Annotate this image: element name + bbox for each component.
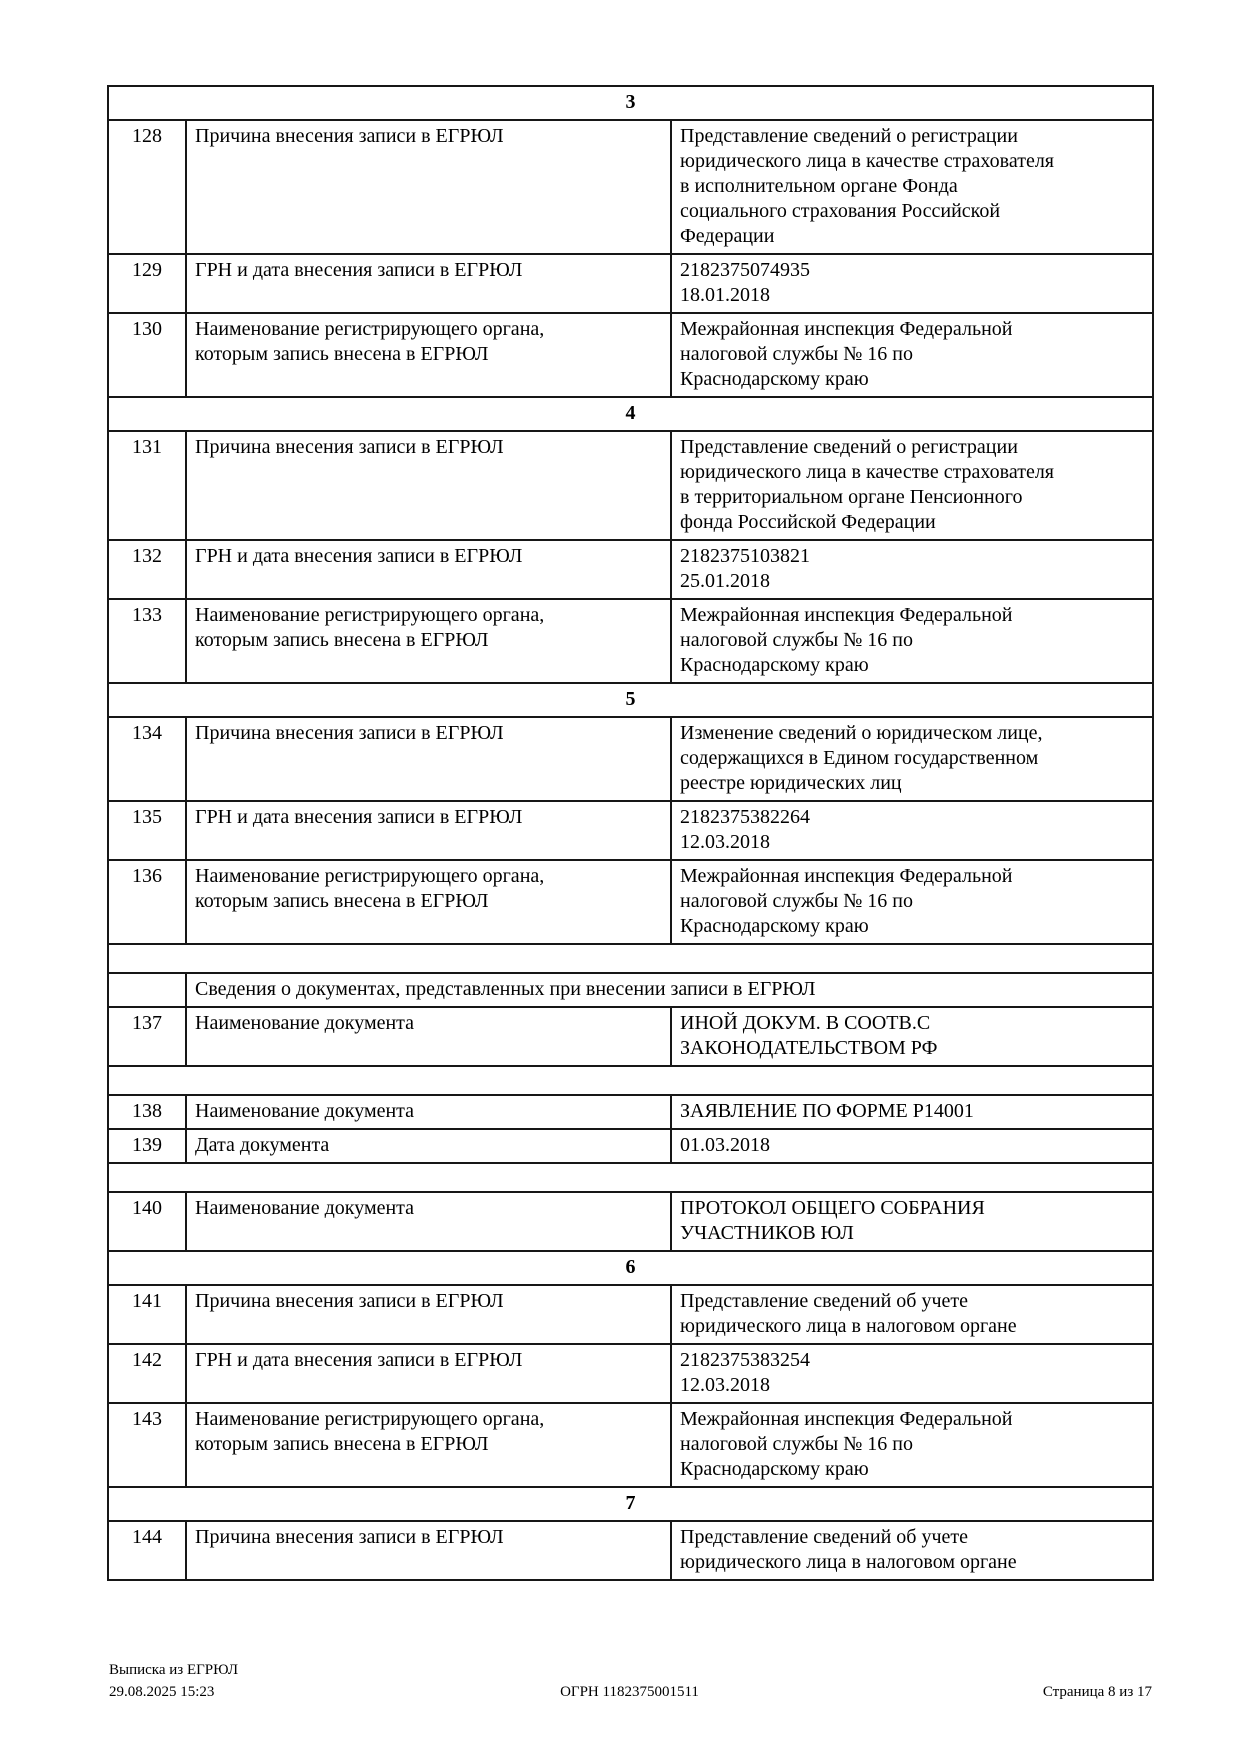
row-value: Представление сведений об учете юридического лица в налоговом органе — [671, 1285, 1153, 1344]
spacer-cell — [108, 1066, 1153, 1095]
table-row — [108, 1007, 1153, 1066]
row-value: Изменение сведений о юридическом лице, содержащихся в Едином государственном реестре юридических лиц — [671, 717, 1153, 801]
section-row — [108, 397, 1153, 431]
row-number: 128 — [108, 120, 186, 254]
row-value: ИНОЙ ДОКУМ. В СООТВ.С ЗАКОНОДАТЕЛЬСТВОМ РФ — [671, 1007, 1153, 1066]
row-number: 139 — [108, 1129, 186, 1163]
row-label: ГРН и дата внесения записи в ЕГРЮЛ — [186, 801, 671, 860]
table-row — [108, 717, 1153, 801]
row-number: 133 — [108, 599, 186, 683]
row-label: Наименование регистрирующего органа, которым запись внесена в ЕГРЮЛ — [186, 313, 671, 397]
egrul-records-table — [107, 85, 1154, 1581]
footer-page-number: Страница 8 из 17 — [1042, 1684, 1152, 1700]
table-row — [108, 1521, 1153, 1580]
row-number: 138 — [108, 1095, 186, 1129]
section-number: 4 — [108, 397, 1153, 431]
row-number: 144 — [108, 1521, 186, 1580]
row-number: 132 — [108, 540, 186, 599]
footer-left-block — [109, 1659, 238, 1703]
table-row — [108, 801, 1153, 860]
row-label: Дата документа — [186, 1129, 671, 1163]
row-label: Наименование документа — [186, 1007, 671, 1066]
row-value: Представление сведений об учете юридического лица в налоговом органе — [671, 1521, 1153, 1580]
row-number: 130 — [108, 313, 186, 397]
section-row — [108, 1251, 1153, 1285]
row-value: Представление сведений о регистрации юридического лица в качестве страхователя в территориальном органе Пенсионного фонда Российской Федерации — [671, 431, 1153, 540]
row-label: Наименование регистрирующего органа, которым запись внесена в ЕГРЮЛ — [186, 599, 671, 683]
row-number: 140 — [108, 1192, 186, 1251]
row-value: 2182375103821 25.01.2018 — [671, 540, 1153, 599]
documents-header-label: Сведения о документах, представленных при внесении записи в ЕГРЮЛ — [186, 973, 1153, 1007]
table-row — [108, 431, 1153, 540]
row-number — [108, 973, 186, 1007]
row-label: Причина внесения записи в ЕГРЮЛ — [186, 1521, 671, 1580]
table-row — [108, 1129, 1153, 1163]
table-row — [108, 1095, 1153, 1129]
row-number: 137 — [108, 1007, 186, 1066]
row-label: Причина внесения записи в ЕГРЮЛ — [186, 1285, 671, 1344]
row-value: Межрайонная инспекция Федеральной налоговой службы № 16 по Краснодарскому краю — [671, 313, 1153, 397]
spacer-cell — [108, 944, 1153, 973]
section-row — [108, 1487, 1153, 1521]
table-row — [108, 1403, 1153, 1487]
row-label: Причина внесения записи в ЕГРЮЛ — [186, 431, 671, 540]
table-row — [108, 313, 1153, 397]
row-number: 136 — [108, 860, 186, 944]
table-row — [108, 1344, 1153, 1403]
table-row — [108, 120, 1153, 254]
section-number: 5 — [108, 683, 1153, 717]
section-number: 6 — [108, 1251, 1153, 1285]
footer-datetime: 29.08.2025 15:23 — [109, 1684, 215, 1700]
row-label: ГРН и дата внесения записи в ЕГРЮЛ — [186, 540, 671, 599]
row-value: Межрайонная инспекция Федеральной налоговой службы № 16 по Краснодарскому краю — [671, 1403, 1153, 1487]
section-row — [108, 86, 1153, 120]
row-label: Наименование регистрирующего органа, которым запись внесена в ЕГРЮЛ — [186, 860, 671, 944]
row-number: 142 — [108, 1344, 186, 1403]
row-value: Межрайонная инспекция Федеральной налоговой службы № 16 по Краснодарскому краю — [671, 860, 1153, 944]
footer-doc-type: Выписка из ЕГРЮЛ — [109, 1662, 238, 1678]
table-row — [108, 254, 1153, 313]
spacer-row — [108, 1163, 1153, 1192]
row-label: Причина внесения записи в ЕГРЮЛ — [186, 717, 671, 801]
row-value: Представление сведений о регистрации юридического лица в качестве страхователя в исполнительном органе Фонда социального страхования Российской Федерации — [671, 120, 1153, 254]
row-label: Причина внесения записи в ЕГРЮЛ — [186, 120, 671, 254]
row-value: 2182375074935 18.01.2018 — [671, 254, 1153, 313]
table-row — [108, 599, 1153, 683]
row-number: 143 — [108, 1403, 186, 1487]
table-row — [108, 1192, 1153, 1251]
row-number: 131 — [108, 431, 186, 540]
section-number: 3 — [108, 86, 1153, 120]
spacer-row — [108, 944, 1153, 973]
row-number: 129 — [108, 254, 186, 313]
row-label: ГРН и дата внесения записи в ЕГРЮЛ — [186, 1344, 671, 1403]
row-value: 01.03.2018 — [671, 1129, 1153, 1163]
section-row — [108, 683, 1153, 717]
row-label: Наименование документа — [186, 1192, 671, 1251]
row-number: 141 — [108, 1285, 186, 1344]
row-value: ЗАЯВЛЕНИЕ ПО ФОРМЕ Р14001 — [671, 1095, 1153, 1129]
spacer-row — [108, 1066, 1153, 1095]
row-label: ГРН и дата внесения записи в ЕГРЮЛ — [186, 254, 671, 313]
row-number: 135 — [108, 801, 186, 860]
row-value: Межрайонная инспекция Федеральной налоговой службы № 16 по Краснодарскому краю — [671, 599, 1153, 683]
row-value: ПРОТОКОЛ ОБЩЕГО СОБРАНИЯ УЧАСТНИКОВ ЮЛ — [671, 1192, 1153, 1251]
spacer-cell — [108, 1163, 1153, 1192]
section-number: 7 — [108, 1487, 1153, 1521]
row-value: 2182375383254 12.03.2018 — [671, 1344, 1153, 1403]
footer-ogrn: ОГРН 1182375001511 — [560, 1684, 699, 1700]
row-label: Наименование регистрирующего органа, которым запись внесена в ЕГРЮЛ — [186, 1403, 671, 1487]
row-label: Наименование документа — [186, 1095, 671, 1129]
table-row — [108, 860, 1153, 944]
row-number: 134 — [108, 717, 186, 801]
table-row — [108, 540, 1153, 599]
documents-header-row — [108, 973, 1153, 1007]
table-row — [108, 1285, 1153, 1344]
row-value: 2182375382264 12.03.2018 — [671, 801, 1153, 860]
